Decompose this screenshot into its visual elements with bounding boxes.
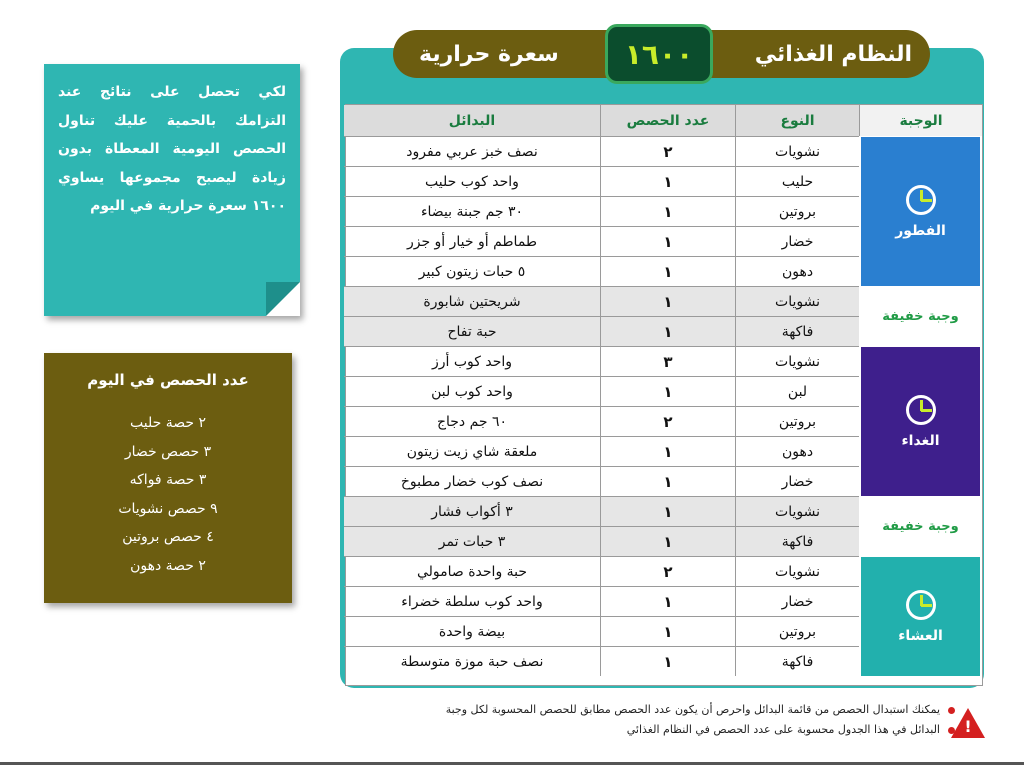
meal-name: العشاء xyxy=(898,627,943,644)
table-row xyxy=(344,286,859,316)
alternative-cell: واحد كوب لبن xyxy=(431,383,513,400)
food-type-cell: نشويات xyxy=(735,347,859,376)
alternative-cell: ٣ أكواب فشار xyxy=(431,503,513,520)
alternative-cell: بيضة واحدة xyxy=(438,623,506,640)
serving-count-cell: ١ xyxy=(600,317,735,346)
table-row xyxy=(344,376,859,406)
food-type-cell: حليب xyxy=(735,167,859,196)
food-type-cell: خضار xyxy=(735,587,859,616)
table-row xyxy=(344,526,859,556)
food-type-cell: خضار xyxy=(735,227,859,256)
table-row xyxy=(344,556,859,586)
footer-note: البدائل في هذا الجدول محسوبة على عدد الحصص في النظام الغذائي xyxy=(255,720,955,740)
diet-table xyxy=(345,104,983,686)
food-type-cell: فاكهة xyxy=(735,647,859,676)
serving-count-cell: ١ xyxy=(600,287,735,316)
daily-serving-item: ٤ حصص بروتين xyxy=(122,529,214,545)
daily-serving-item: ٣ حصة فواكه xyxy=(129,472,207,488)
alternative-cell: واحد كوب أرز xyxy=(431,353,513,370)
table-row xyxy=(344,436,859,466)
food-type-cell: نشويات xyxy=(735,497,859,526)
title-bar xyxy=(393,30,930,78)
alternative-cell: نصف كوب خضار مطبوخ xyxy=(400,473,544,490)
meal-name: وجبة خفيفة xyxy=(882,519,959,534)
col-header-alternatives: البدائل xyxy=(344,105,600,136)
table-row xyxy=(344,586,859,616)
meal-name: الغداء xyxy=(901,432,940,449)
alternative-cell: واحد كوب حليب xyxy=(425,173,519,190)
clock-icon xyxy=(906,395,936,425)
serving-count-cell: ١ xyxy=(600,377,735,406)
daily-serving-item: ٢ حصة حليب xyxy=(130,415,206,431)
food-type-cell: دهون xyxy=(735,257,859,286)
serving-count-cell: ١ xyxy=(600,527,735,556)
daily-serving-item: ٩ حصص نشويات xyxy=(118,500,218,517)
meal-name: الفطور xyxy=(895,222,946,239)
alternative-cell: طماطم أو خيار أو جزر xyxy=(406,233,538,250)
meal-label xyxy=(861,497,980,556)
alternative-cell: ٣ حبات تمر xyxy=(438,533,506,550)
table-row xyxy=(344,256,859,286)
clock-icon xyxy=(906,185,936,215)
food-type-cell: نشويات xyxy=(735,557,859,586)
alternative-cell: نصف خبز عربي مفرود xyxy=(406,143,538,160)
col-header-meal: الوجبة xyxy=(859,105,982,136)
alternative-cell: ٦٠ جم دجاج xyxy=(436,413,508,430)
table-row xyxy=(344,406,859,436)
serving-count-cell: ٢ xyxy=(600,137,735,166)
tip-text: لكي تحصل على نتائج عند التزامك بالحمية عليك تناول الحصص اليومية المعطاة بدون زيادة ليصبح مجموعها يساوي ١٦٠٠ سعرة حرارية في اليوم xyxy=(58,84,286,214)
meal-label xyxy=(861,347,980,496)
table-row xyxy=(344,196,859,226)
food-type-cell: نشويات xyxy=(735,137,859,166)
alternative-cell: شريحتين شابورة xyxy=(423,293,521,310)
alternative-cell: ٥ حبات زيتون كبير xyxy=(418,263,526,280)
page-title: النظام الغذائي xyxy=(754,41,912,67)
meal-label xyxy=(861,287,980,346)
daily-servings-list xyxy=(56,409,280,580)
serving-count-cell: ١ xyxy=(600,617,735,646)
table-row xyxy=(344,316,859,346)
food-type-cell: خضار xyxy=(735,467,859,496)
warning-exclamation: ! xyxy=(964,717,972,736)
alternative-cell: ٣٠ جم جبنة بيضاء xyxy=(420,203,524,220)
table-row xyxy=(344,646,859,676)
alternative-cell: نصف حبة موزة متوسطة xyxy=(400,653,544,670)
serving-count-cell: ١ xyxy=(600,467,735,496)
food-type-cell: نشويات xyxy=(735,287,859,316)
table-row xyxy=(344,166,859,196)
serving-count-cell: ١ xyxy=(600,497,735,526)
serving-count-cell: ٢ xyxy=(600,407,735,436)
clock-icon xyxy=(906,590,936,620)
serving-count-cell: ٣ xyxy=(600,347,735,376)
meal-label xyxy=(861,137,980,286)
food-type-cell: لبن xyxy=(735,377,859,406)
serving-count-cell: ١ xyxy=(600,257,735,286)
table-row xyxy=(344,136,859,166)
table-row xyxy=(344,496,859,526)
daily-serving-item: ٣ حصص خضار xyxy=(124,443,212,460)
food-type-cell: فاكهة xyxy=(735,527,859,556)
serving-count-cell: ٢ xyxy=(600,557,735,586)
serving-count-cell: ١ xyxy=(600,227,735,256)
daily-servings-title: عدد الحصص في اليوم xyxy=(87,371,249,389)
food-type-cell: دهون xyxy=(735,437,859,466)
meal-name: وجبة خفيفة xyxy=(882,309,959,324)
food-type-cell: بروتين xyxy=(735,407,859,436)
serving-count-cell: ١ xyxy=(600,587,735,616)
table-row xyxy=(344,226,859,256)
col-header-count: عدد الحصص xyxy=(600,105,735,136)
alternative-cell: ملعقة شاي زيت زيتون xyxy=(406,443,538,460)
food-type-cell: بروتين xyxy=(735,197,859,226)
table-row xyxy=(344,466,859,496)
calories-label: سعرة حرارية xyxy=(419,41,559,67)
food-type-cell: فاكهة xyxy=(735,317,859,346)
tip-note xyxy=(44,64,300,316)
table-row xyxy=(344,616,859,646)
footer-note: يمكنك استبدال الحصص من قائمة البدائل واحرص أن يكون عدد الحصص مطابق للحصص المحسوبة لكل وجبة xyxy=(255,700,955,720)
note-fold xyxy=(266,282,300,316)
serving-count-cell: ١ xyxy=(600,647,735,676)
serving-count-cell: ١ xyxy=(600,167,735,196)
daily-servings-note xyxy=(44,353,292,603)
footer-notes xyxy=(255,700,955,740)
meal-label xyxy=(861,557,980,676)
calories-value: ١٦٠٠ xyxy=(605,24,713,84)
col-header-type: النوع xyxy=(735,105,859,136)
alternative-cell: واحد كوب سلطة خضراء xyxy=(401,593,543,610)
daily-serving-item: ٢ حصة دهون xyxy=(130,557,206,574)
food-type-cell: بروتين xyxy=(735,617,859,646)
serving-count-cell: ١ xyxy=(600,437,735,466)
serving-count-cell: ١ xyxy=(600,197,735,226)
alternative-cell: حبة واحدة صامولي xyxy=(416,563,528,580)
table-row xyxy=(344,346,859,376)
alternative-cell: حبة تفاح xyxy=(447,323,497,340)
